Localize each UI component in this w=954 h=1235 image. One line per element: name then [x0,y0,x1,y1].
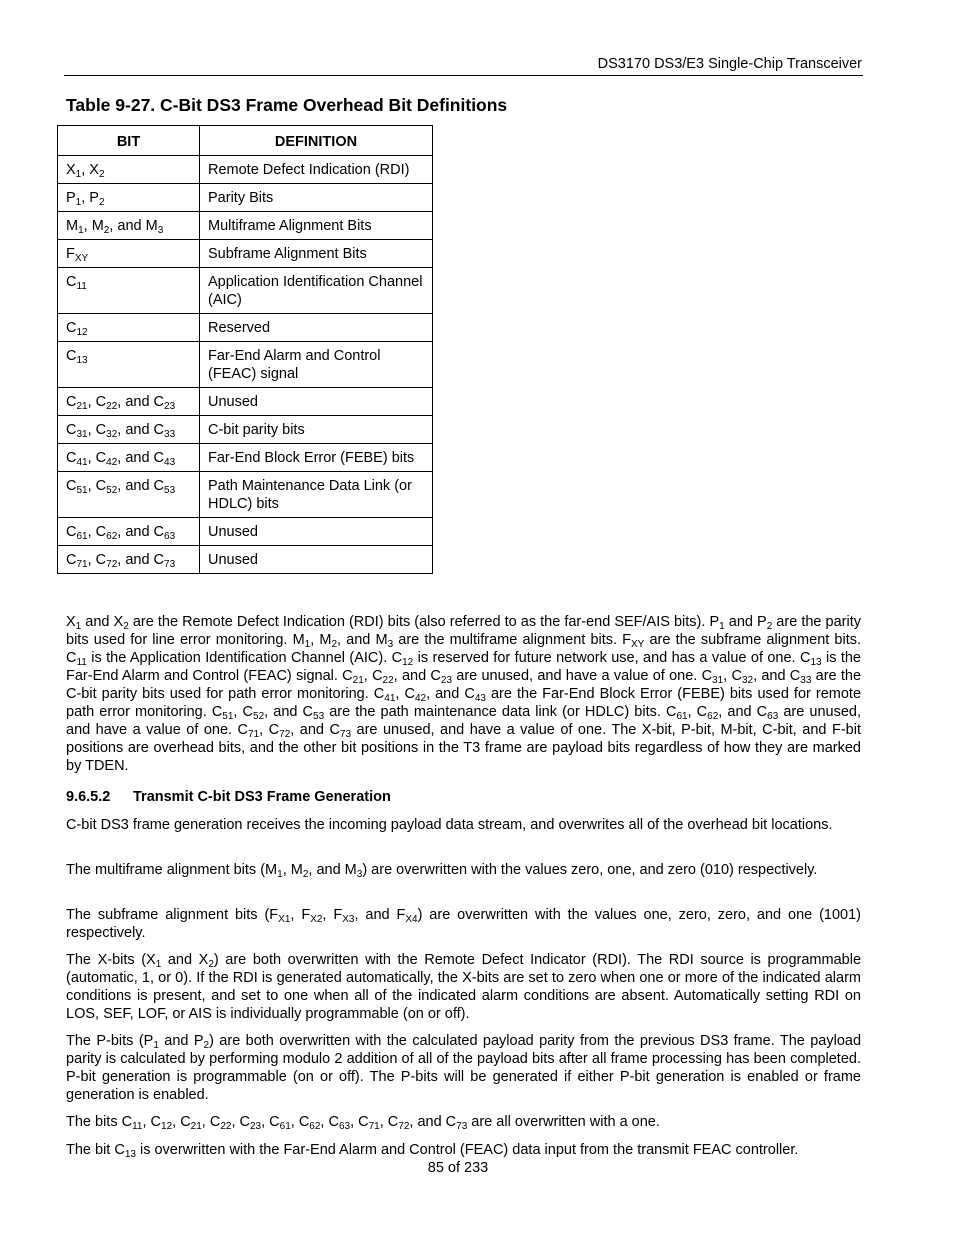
bit-cell: $C_{11}$ [58,268,200,314]
table-row [58,388,433,416]
table-title: Table 9-27. C-Bit DS3 Frame Overhead Bit Definitions [66,95,508,115]
bit-cell: $C_{41}$, $C_{42}$, and $C_{43}$ [58,444,200,472]
definition-cell: Reserved [200,314,433,342]
definition-cell: Application Identification Channel (AIC) [200,268,433,314]
table-row [58,546,433,574]
table-row [58,518,433,546]
paragraph-generation-intro: C-bit DS3 frame generation receives the incoming payload data stream, and overwrites all of the overhead bit locations. [66,817,833,833]
bit-cell: $C_{13}$ [58,342,200,388]
paragraph-c-bits: The bits $C_{11}$, $C_{12}$, $C_{21}$, $C_{22}$, $C_{23}$, $C_{61}$, $C_{62}$, $C_{63}$, $C_{71}$, $C_{72}$, and $C_{73}$ are all overwritten with a one. [66,1114,660,1132]
definition-cell: Path Maintenance Data Link (or HDLC) bits [200,472,433,518]
definition-cell: Multiframe Alignment Bits [200,212,433,240]
paragraph-block-3 [66,906,861,942]
section-title: Transmit C-bit DS3 Frame Generation [133,789,391,805]
definition-cell: Subframe Alignment Bits [200,240,433,268]
paragraph-x-bits: The X-bits ($X_1$ and $X_2$) are both overwritten with the Remote Defect Indicator (RDI). The RDI source is programmable (automatic, 1, or 0). If the RDI is generated automatically, the X-bits are set to zero when one or more of the indicated alarm conditions is present, and set to one when all of the indicated alarm conditions are absent. Automatically setting RDI on LOS, SEF, LOF, or AIS is individually programmable (on or off). [66,952,862,1022]
table-row [58,156,433,184]
overhead-description [66,613,861,775]
table-header-row [58,126,433,156]
table-row [58,314,433,342]
table-row [58,212,433,240]
page-number: 85 of 233 [427,1160,489,1176]
column-header-definition: DEFINITION [200,126,433,156]
table-row [58,184,433,212]
section-heading [66,788,861,806]
table-body [58,156,433,574]
bit-cell: $C_{71}$, $C_{72}$, and $C_{73}$ [58,546,200,574]
paragraph-block-1 [66,816,861,834]
paragraph-block-2 [66,861,861,879]
definition-cell: Unused [200,518,433,546]
table-row [58,268,433,314]
paragraph-c13: The bit $C_{13}$ is overwritten with the Far-End Alarm and Control (FEAC) data input from the transmit FEAC controller. [66,1142,799,1160]
definition-cell: Parity Bits [200,184,433,212]
paragraph-block-7 [66,1141,861,1159]
bit-cell: $X_1$, $X_2$ [58,156,200,184]
bit-cell: $C_{21}$, $C_{22}$, and $C_{23}$ [58,388,200,416]
bit-cell: $C_{12}$ [58,314,200,342]
paragraph-block-4 [66,951,861,1023]
paragraph-p-bits: The P-bits ($P_1$ and $P_2$) are both overwritten with the calculated payload parity from the previous DS3 frame. The payload parity is calculated by performing modulo 2 addition of all of the payload bits after all frame processing has been completed. P-bit generation is programmable (on or off). The P-bits will be generated if either P-bit generation is enabled or frame generation is enabled. [66,1033,862,1103]
table-row [58,342,433,388]
table-row [58,416,433,444]
bit-cell: $M_1$, $M_2$, and $M_3$ [58,212,200,240]
paragraph-block-6 [66,1113,861,1131]
bit-definitions-table [57,125,433,574]
definition-cell: C-bit parity bits [200,416,433,444]
table-row [58,240,433,268]
definition-cell: Unused [200,546,433,574]
definition-cell: Far-End Alarm and Control (FEAC) signal [200,342,433,388]
header-rule [64,75,863,76]
bit-cell: $C_{51}$, $C_{52}$, and $C_{53}$ [58,472,200,518]
paragraph-subframe: The subframe alignment bits ($F_{X1}$, $F_{X2}$, $F_{X3}$, and $F_{X4}$) are overwritten with the values one, zero, zero, and one (1001) respectively. [66,907,862,941]
bit-cell: $F_{XY}$ [58,240,200,268]
table-row [58,472,433,518]
definition-cell: Unused [200,388,433,416]
paragraph-block-5 [66,1032,861,1104]
definition-cell: Remote Defect Indication (RDI) [200,156,433,184]
bit-cell: $P_1$, $P_2$ [58,184,200,212]
section-number: 9.6.5.2 [66,789,111,805]
page-header: DS3170 DS3/E3 Single-Chip Transceiver [597,56,862,72]
table-row [58,444,433,472]
bit-cell: $C_{31}$, $C_{32}$, and $C_{33}$ [58,416,200,444]
paragraph-multiframe: The multiframe alignment bits ($M_1$, $M_2$, and $M_3$) are overwritten with the values zero, one, and zero (010) respectively. [66,862,818,880]
definition-cell: Far-End Block Error (FEBE) bits [200,444,433,472]
paragraph-overhead-bits: $X_1$ and $X_2$ are the Remote Defect Indication (RDI) bits (also referred to as the far-end SEF/AIS bits). $P_1$ and $P_2$ are the parity bits used for line error monitoring. $M_1$, $M_2$, and $M_3$ are the multiframe alignment bits. $F_{XY}$ are the subframe alignment bits. $C_{11}$ is the Application Identification Channel (AIC). $C_{12}$ is reserved for future network use, and has a value of one. $C_{13}$ is the Far-End Alarm and Control (FEAC) signal. $C_{21}$, $C_{22}$, and $C_{23}$ are unused, and have a value of one. $C_{31}$, $C_{32}$, and $C_{33}$ are the C-bit parity bits used for path error monitoring. $C_{41}$, $C_{42}$, and $C_{43}$ are the Far-End Block Error (FEBE) bits used for remote path error monitoring. $C_{51}$, $C_{52}$, and $C_{53}$ are the path maintenance data link (or HDLC) bits. $C_{61}$, $C_{62}$, and $C_{63}$ are unused, and have a value of one. $C_{71}$, $C_{72}$, and $C_{73}$ are unused, and have a value of one. The X-bit, P-bit, M-bit, C-bit, and F-bit positions are overhead bits, and the other bit positions in the T3 frame are payload bits regardless of how they are marked by TDEN. [66,614,862,774]
column-header-bit: BIT [58,126,200,156]
bit-cell: $C_{61}$, $C_{62}$, and $C_{63}$ [58,518,200,546]
